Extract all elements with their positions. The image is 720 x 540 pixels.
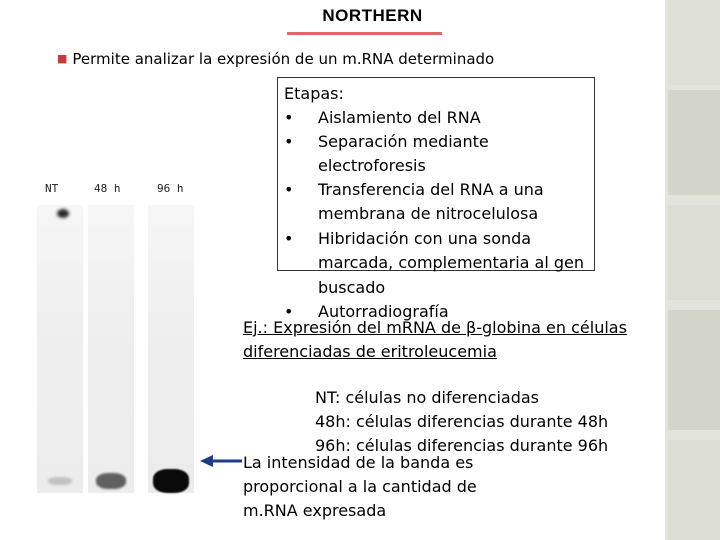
intensity-note: La intensidad de la banda es proporcional a la cantidad de m.RNA expresada	[243, 453, 477, 520]
step-item	[284, 178, 544, 224]
side-decoration-block	[668, 90, 720, 195]
legend-48h: 48h: células diferencias durante 48h	[315, 412, 609, 431]
lane-label-nt: NT	[45, 182, 59, 195]
step-item	[284, 106, 481, 130]
side-decoration-panel	[665, 0, 720, 540]
bullet-dot: •	[284, 108, 294, 127]
northern-blot-image	[30, 178, 200, 496]
etapas-heading: Etapas:	[284, 84, 344, 103]
gel-band-nt	[48, 477, 72, 486]
gel-band-48h	[96, 473, 126, 490]
bullet-dot: •	[284, 132, 294, 151]
slide-title: NORTHERN	[322, 6, 423, 25]
legend-nt: NT: células no diferenciadas	[315, 388, 540, 407]
example-caption: Ej.: Expresión del mRNA de β-globina en células diferenciadas de eritroleucemia	[243, 318, 627, 361]
step-text: Separación mediante electroforesis	[318, 132, 489, 176]
gel-band-96h	[153, 469, 189, 493]
gel-artifact-spot	[57, 209, 69, 218]
legend-96h: 96h: células diferencias durante 96h	[315, 436, 609, 455]
side-decoration-block	[668, 310, 720, 430]
main-bullet-text: Permite analizar la expresión de un m.RNA determinado	[72, 50, 495, 68]
side-decoration-block	[668, 0, 720, 85]
bullet-dot: •	[284, 229, 294, 248]
step-text: Transferencia del RNA a una membrana de nitrocelulosa	[318, 180, 544, 224]
lane-label-48h: 48 h	[94, 182, 121, 195]
bullet-dot: •	[284, 302, 294, 321]
lane-legend	[315, 386, 608, 458]
step-text: Hibridación con una sonda marcada, complementaria al gen buscado	[318, 229, 585, 297]
gel-lane-96h	[148, 205, 194, 493]
gel-lane-48h	[88, 205, 134, 493]
side-decoration-block	[668, 205, 720, 300]
arrow-left-icon	[200, 454, 244, 468]
step-item	[284, 227, 585, 297]
step-item	[284, 130, 489, 176]
square-bullet-icon: ■	[57, 52, 68, 65]
side-decoration-block	[668, 440, 720, 540]
lane-label-96h: 96 h	[157, 182, 184, 195]
step-text: Autorradiografía	[318, 302, 449, 321]
gel-lane-nt	[37, 205, 83, 493]
bullet-dot: •	[284, 180, 294, 199]
title-underline	[287, 32, 442, 35]
step-text: Aislamiento del RNA	[318, 108, 481, 127]
main-bullet	[57, 50, 494, 68]
